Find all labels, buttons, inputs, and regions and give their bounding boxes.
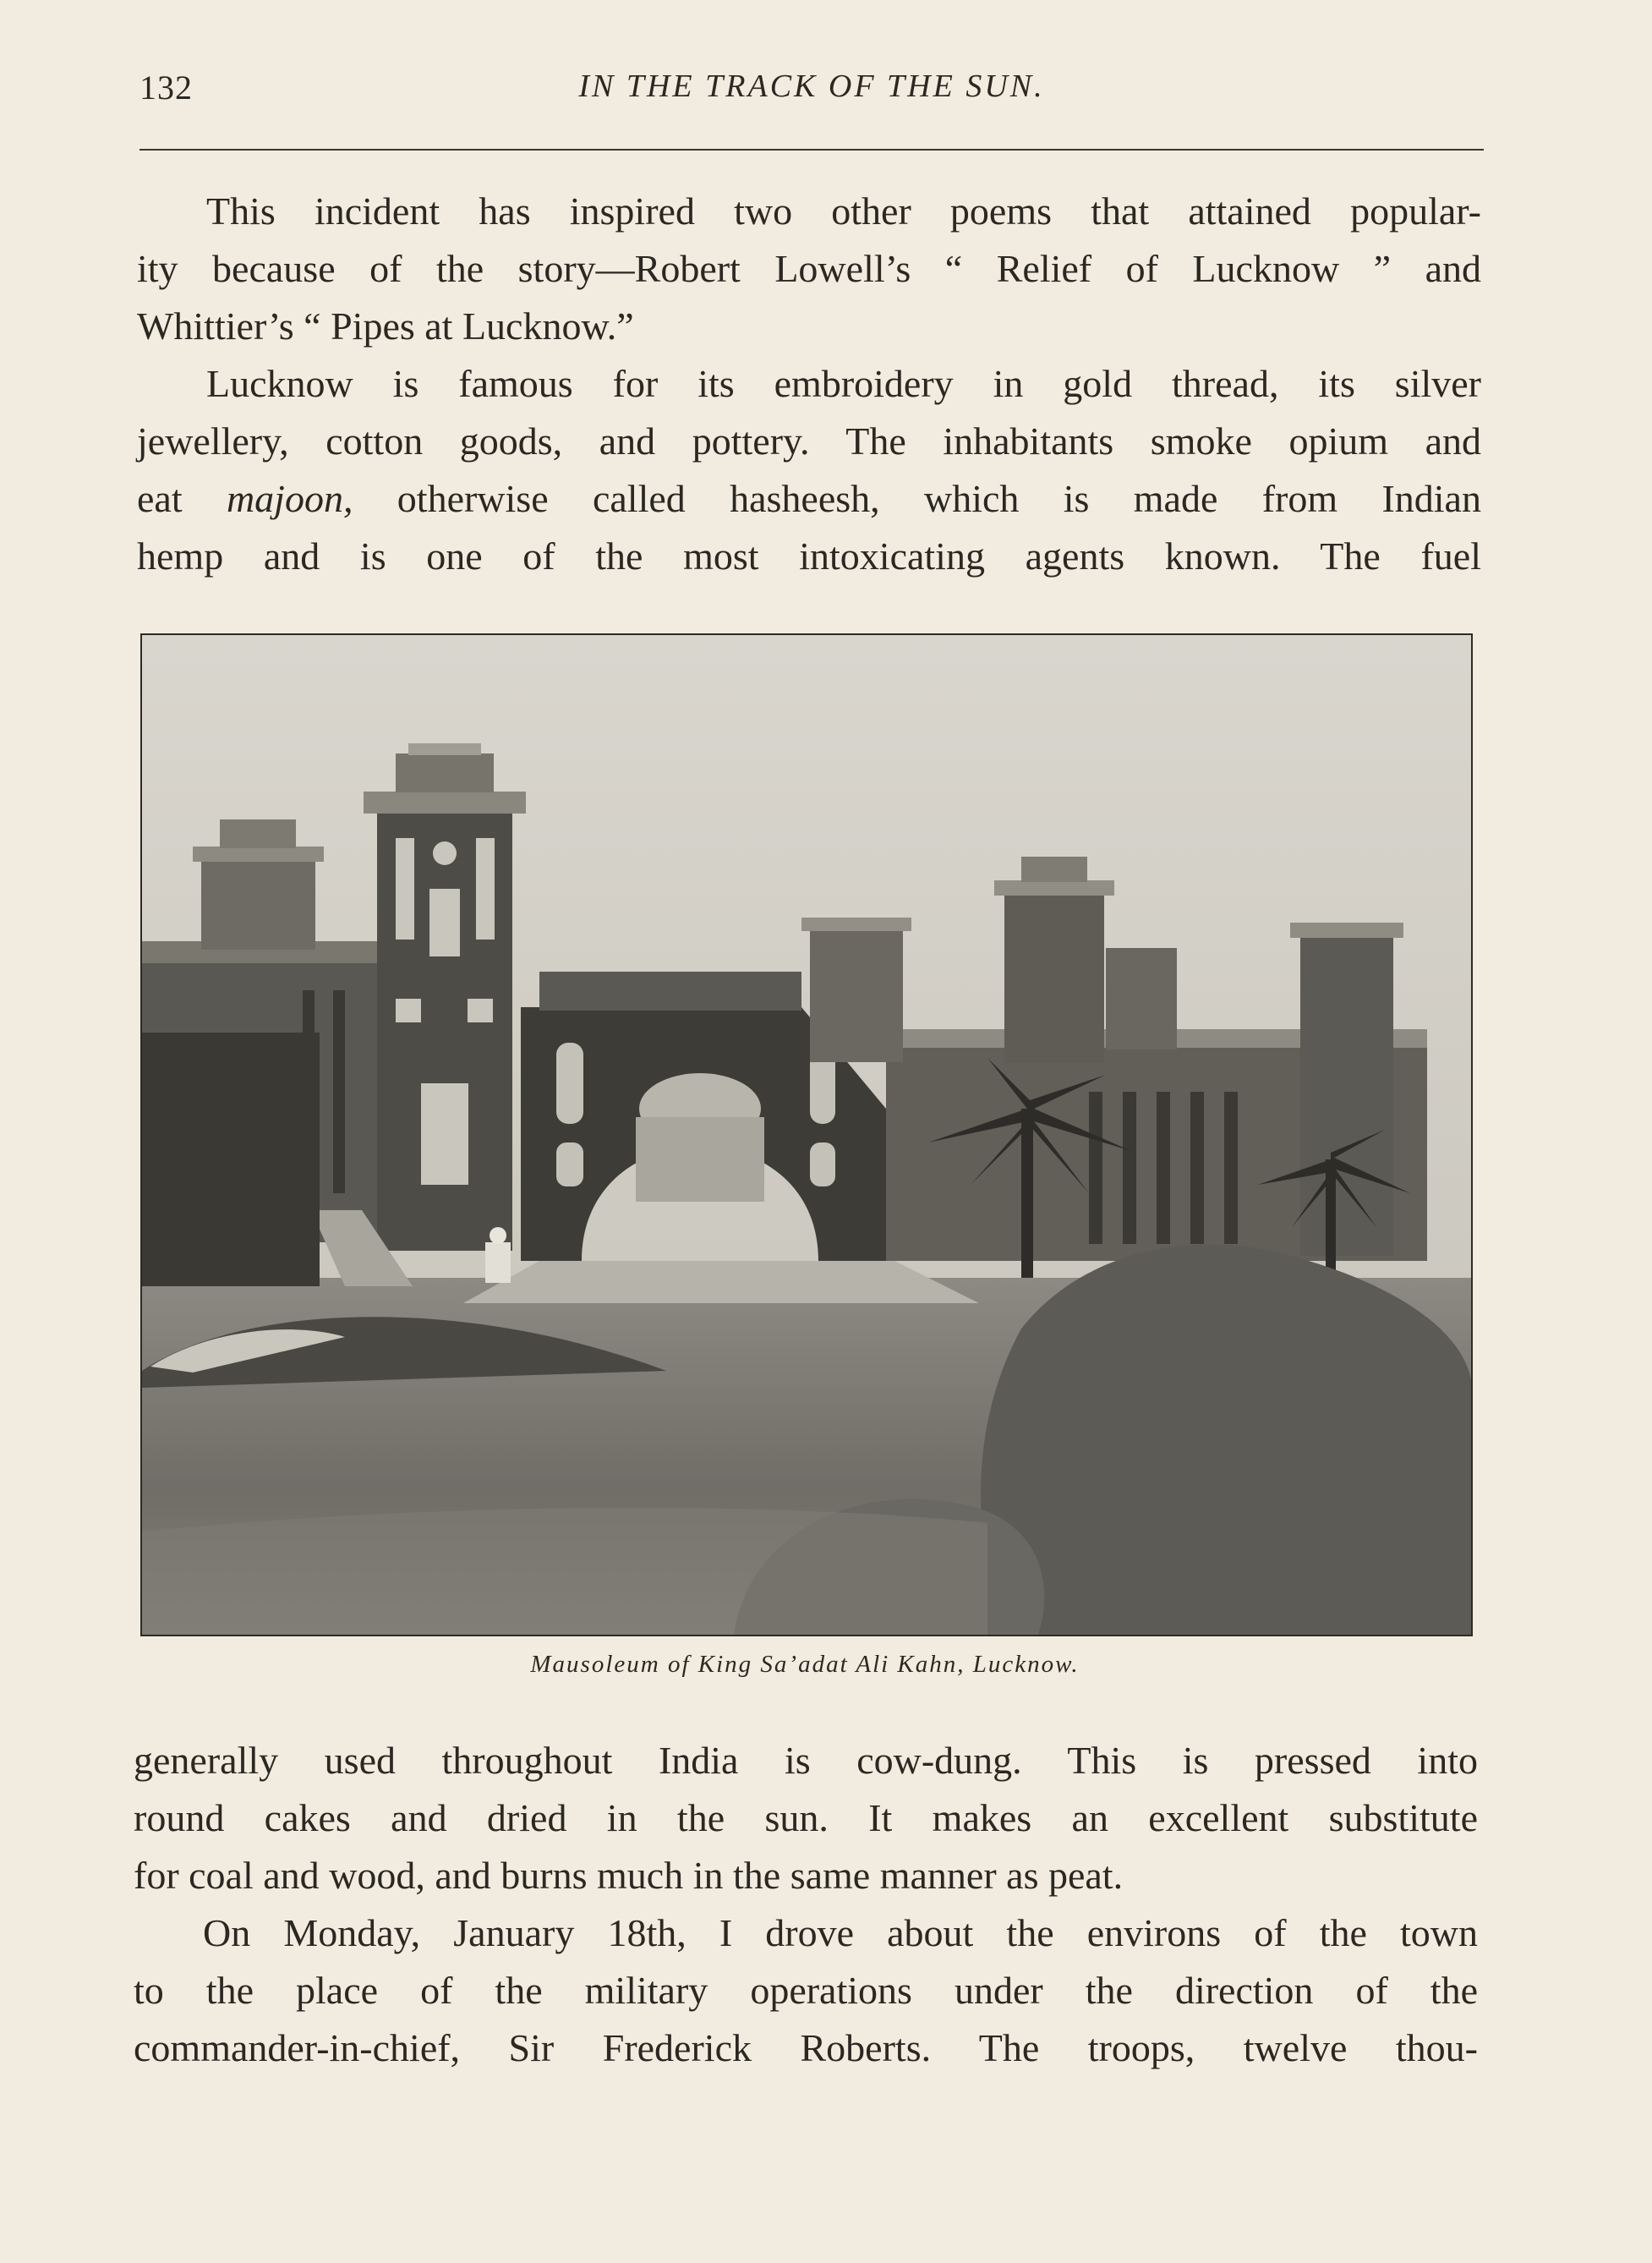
text-line: On Monday, January 18th, I drove about the environs of the town xyxy=(203,1911,1478,1954)
top-text-block xyxy=(137,183,1481,585)
bottom-text-block xyxy=(134,1732,1478,2077)
page-number: 132 xyxy=(139,68,193,107)
text-line: commander-in-chief, Sir Frederick Roberts. The troops, twelve thou- xyxy=(134,2026,1478,2069)
header-rule xyxy=(139,149,1484,151)
text-line: jewellery, cotton goods, and pottery. The inhabitants smoke opium and xyxy=(137,419,1481,463)
photograph-illustration xyxy=(142,635,1471,1635)
text-line: generally used throughout India is cow-dung. This is pressed into xyxy=(134,1739,1478,1782)
text-line: This incident has inspired two other poems that attained popular- xyxy=(206,189,1481,233)
text-span: eat xyxy=(137,477,227,520)
text-line: round cakes and dried in the sun. It makes an excellent substitute xyxy=(134,1796,1478,1839)
italic-word: majoon, xyxy=(226,477,353,520)
text-line: Lucknow is famous for its embroidery in gold thread, its silver xyxy=(206,362,1481,405)
text-line: ity because of the story—Robert Lowell’s “ Relief of Lucknow ” and xyxy=(137,247,1481,290)
page-header xyxy=(139,68,1484,118)
mausoleum-photograph xyxy=(140,633,1473,1636)
text-line: for coal and wood, and burns much in the same manner as peat. xyxy=(134,1854,1124,1897)
figure-caption: Mausoleum of King Sa’adat Ali Kahn, Lucknow. xyxy=(530,1651,1080,1678)
text-line: Whittier’s “ Pipes at Lucknow.” xyxy=(137,304,634,348)
text-line: hemp and is one of the most intoxicating agents known. The fuel xyxy=(137,534,1481,578)
text-span: otherwise called hasheesh, which is made from Indian xyxy=(353,477,1481,520)
running-title: IN THE TRACK OF THE SUN. xyxy=(578,68,1045,104)
text-line xyxy=(137,470,1481,528)
text-line: to the place of the military operations under the direction of the xyxy=(134,1969,1478,2012)
